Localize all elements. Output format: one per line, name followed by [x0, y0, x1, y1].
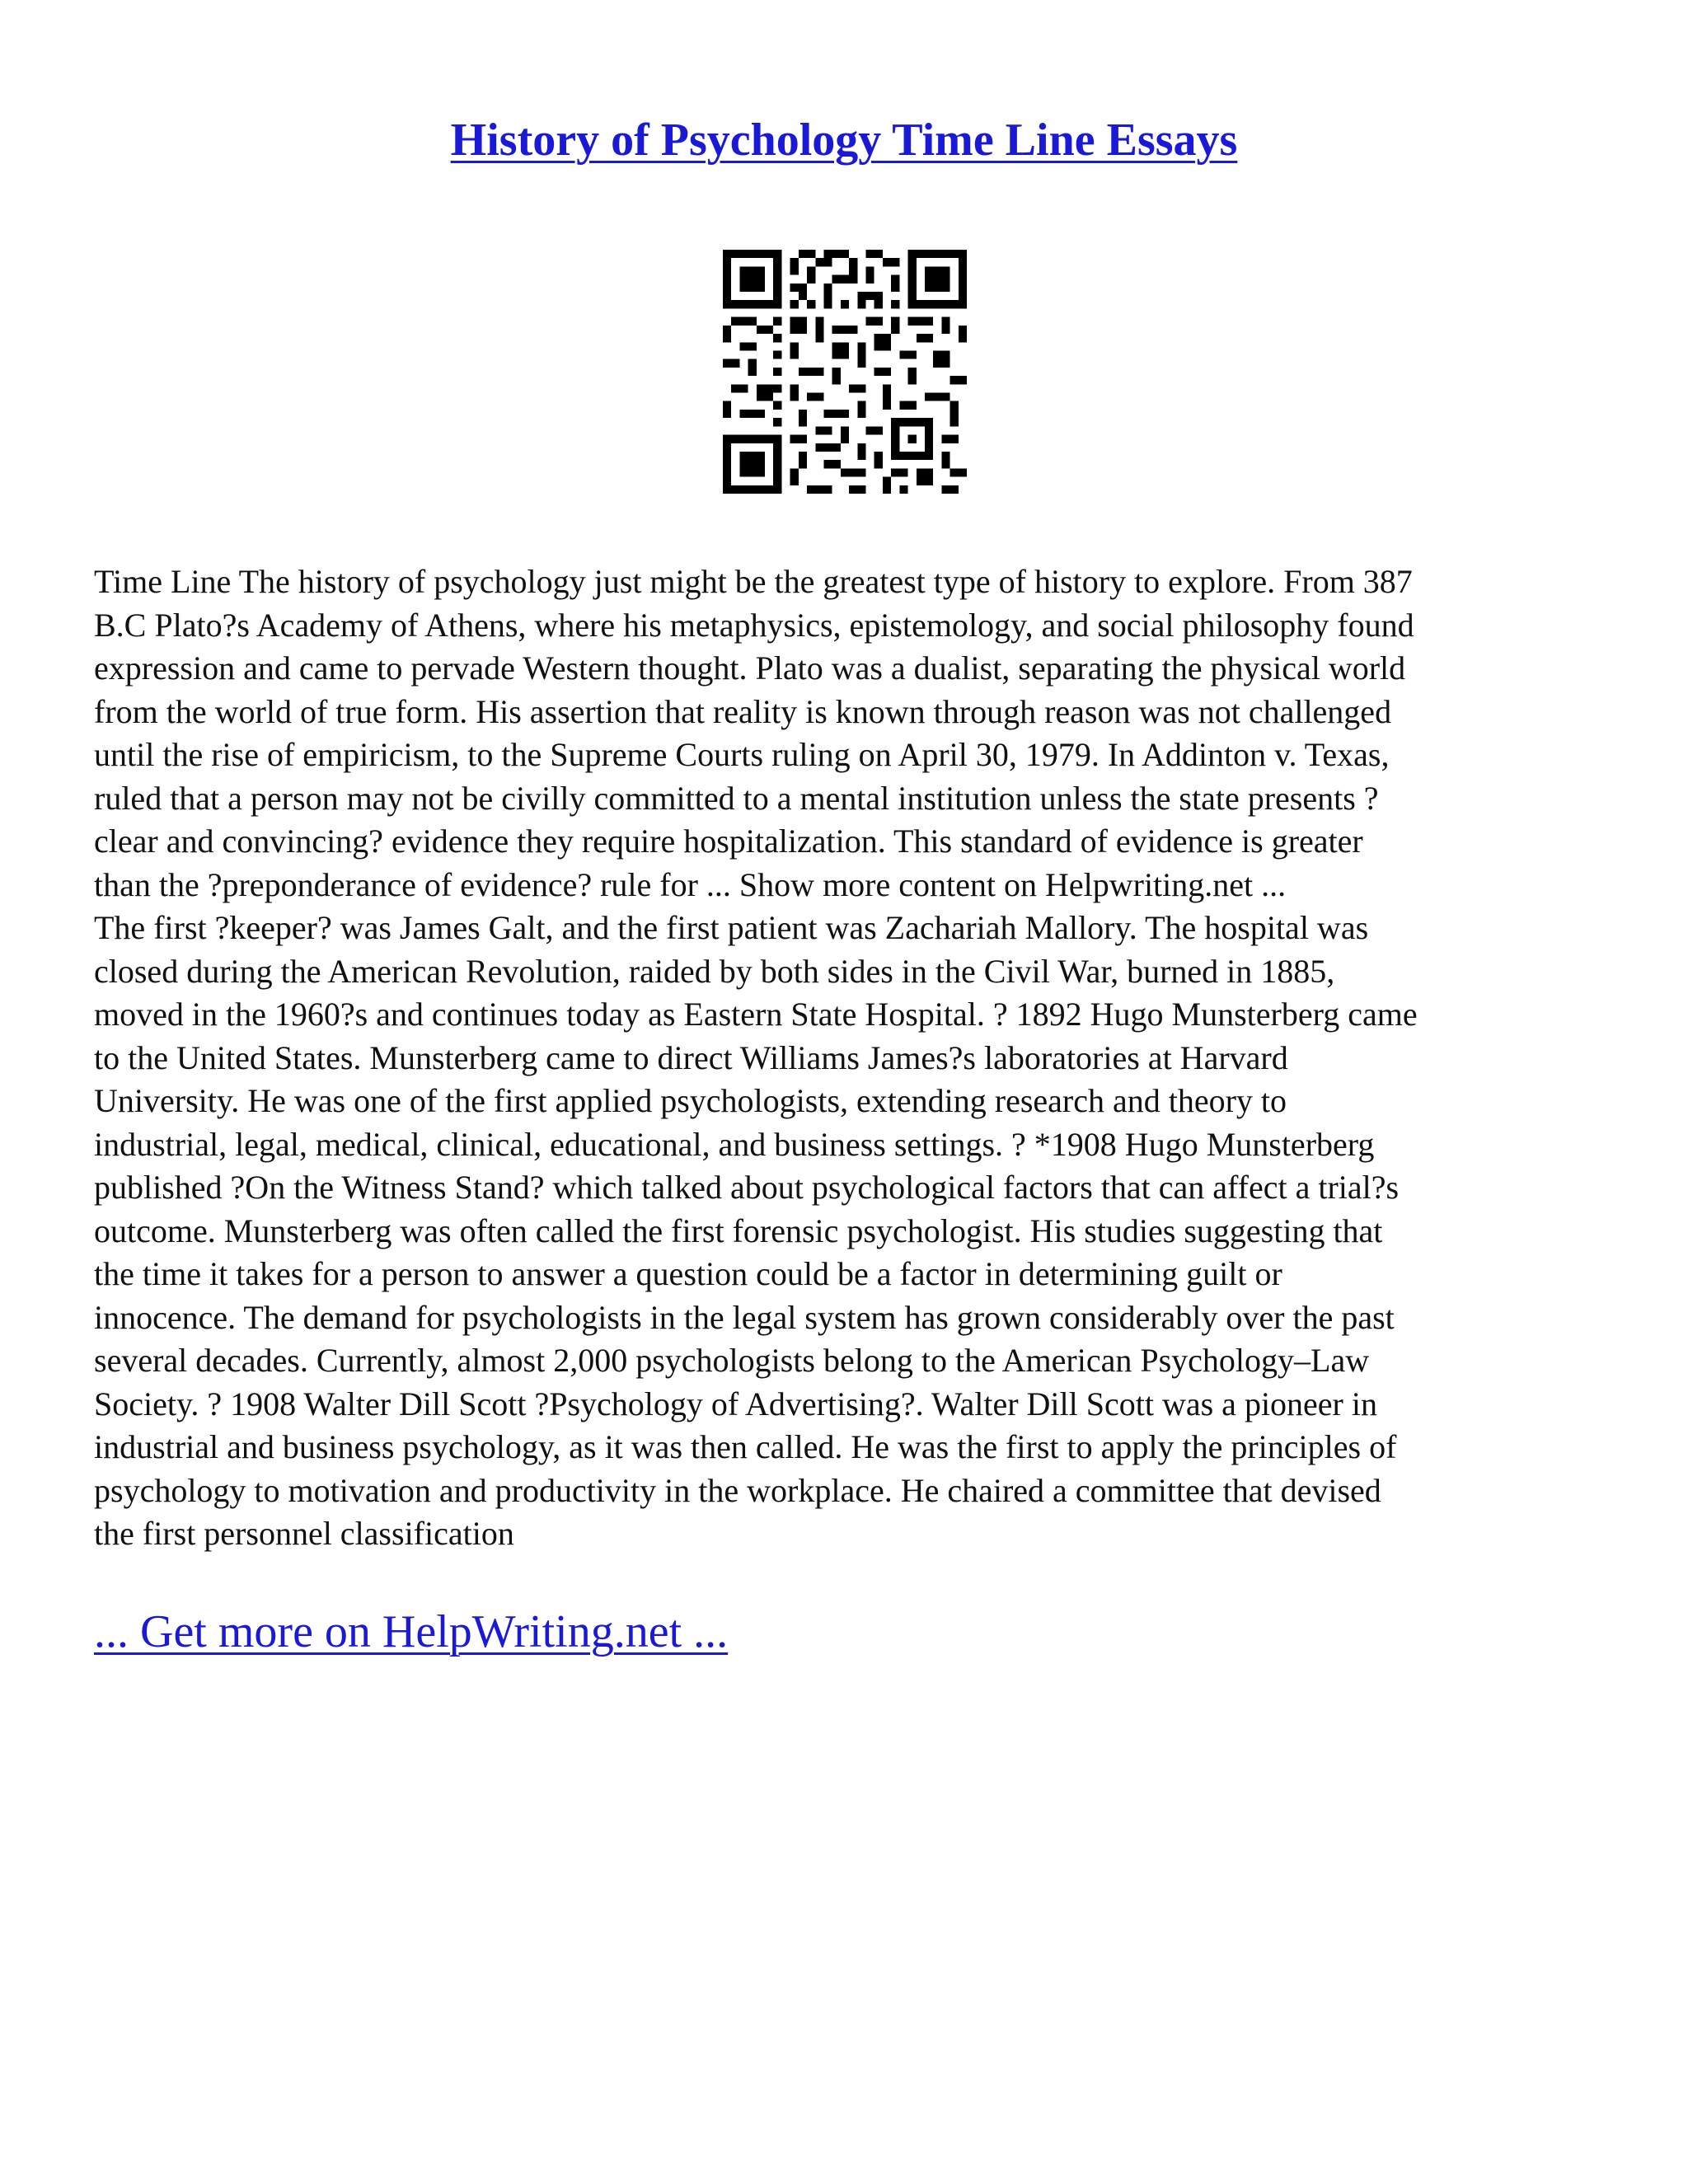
body-line: The first ?keeper? was James Galt, and the first patient was Zachariah Mallory. The hospital was: [94, 909, 1369, 946]
body-line: published ?On the Witness Stand? which talked about psychological factors that can affect a trial?s: [94, 1169, 1400, 1206]
body-line: industrial and business psychology, as it was then called. He was the first to apply the principles of: [94, 1428, 1397, 1465]
body-line: closed during the American Revolution, raided by both sides in the Civil War, burned in 1885,: [94, 952, 1335, 990]
body-line: the time it takes for a person to answer a question could be a factor in determining guilt or: [94, 1255, 1282, 1292]
body-line: until the rise of empiricism, to the Supreme Courts ruling on April 30, 1979. In Addinton v. Texas,: [94, 736, 1390, 773]
page-title-link[interactable]: History of Psychology Time Line Essays: [450, 115, 1238, 166]
body-line: from the world of true form. His assertion that reality is known through reason was not challenged: [94, 692, 1392, 730]
body-line: several decades. Currently, almost 2,000 psychologists belong to the American Psychology–Law: [94, 1342, 1370, 1379]
qr-code-icon: [723, 250, 967, 494]
body-line: to the United States. Munsterberg came to direct Williams James?s laboratories at Harvard: [94, 1038, 1288, 1076]
body-line: than the ?preponderance of evidence? rule for ... Show more content on Helpwriting.net ...: [94, 865, 1287, 903]
body-line: industrial, legal, medical, clinical, educational, and business settings. ? *1908 Hugo Munsterberg: [94, 1125, 1375, 1163]
body-line: Time Line The history of psychology just might be the greatest type of history to explore. From 387: [94, 563, 1413, 600]
body-line: moved in the 1960?s and continues today as Eastern State Hospital. ? 1892 Hugo Munsterberg came: [94, 996, 1418, 1033]
title-container: [0, 114, 1688, 166]
body-line: the first personnel classification: [94, 1515, 514, 1552]
body-line: psychology to motivation and productivity in the workplace. He chaired a committee that devised: [94, 1471, 1381, 1509]
essay-body: [94, 560, 1602, 1556]
body-line: University. He was one of the first applied psychologists, extending research and theory to: [94, 1082, 1287, 1119]
body-line: outcome. Munsterberg was often called the first forensic psychologist. His studies suggesting that: [94, 1212, 1383, 1249]
body-line: B.C Plato?s Academy of Athens, where his metaphysics, epistemology, and social philosophy found: [94, 606, 1414, 644]
body-line: ruled that a person may not be civilly committed to a mental institution unless the state presents ?: [94, 779, 1379, 817]
get-more-link[interactable]: ... Get more on HelpWriting.net ...: [94, 1606, 729, 1657]
body-line: expression and came to pervade Western thought. Plato was a dualist, separating the physical world: [94, 649, 1406, 687]
body-line: innocence. The demand for psychologists in the legal system has grown considerably over the past: [94, 1298, 1395, 1336]
body-line: Society. ? 1908 Walter Dill Scott ?Psychology of Advertising?. Walter Dill Scott was a pioneer in: [94, 1385, 1377, 1422]
body-line: clear and convincing? evidence they require hospitalization. This standard of evidence is greater: [94, 823, 1363, 860]
more-link-container: [94, 1605, 728, 1658]
